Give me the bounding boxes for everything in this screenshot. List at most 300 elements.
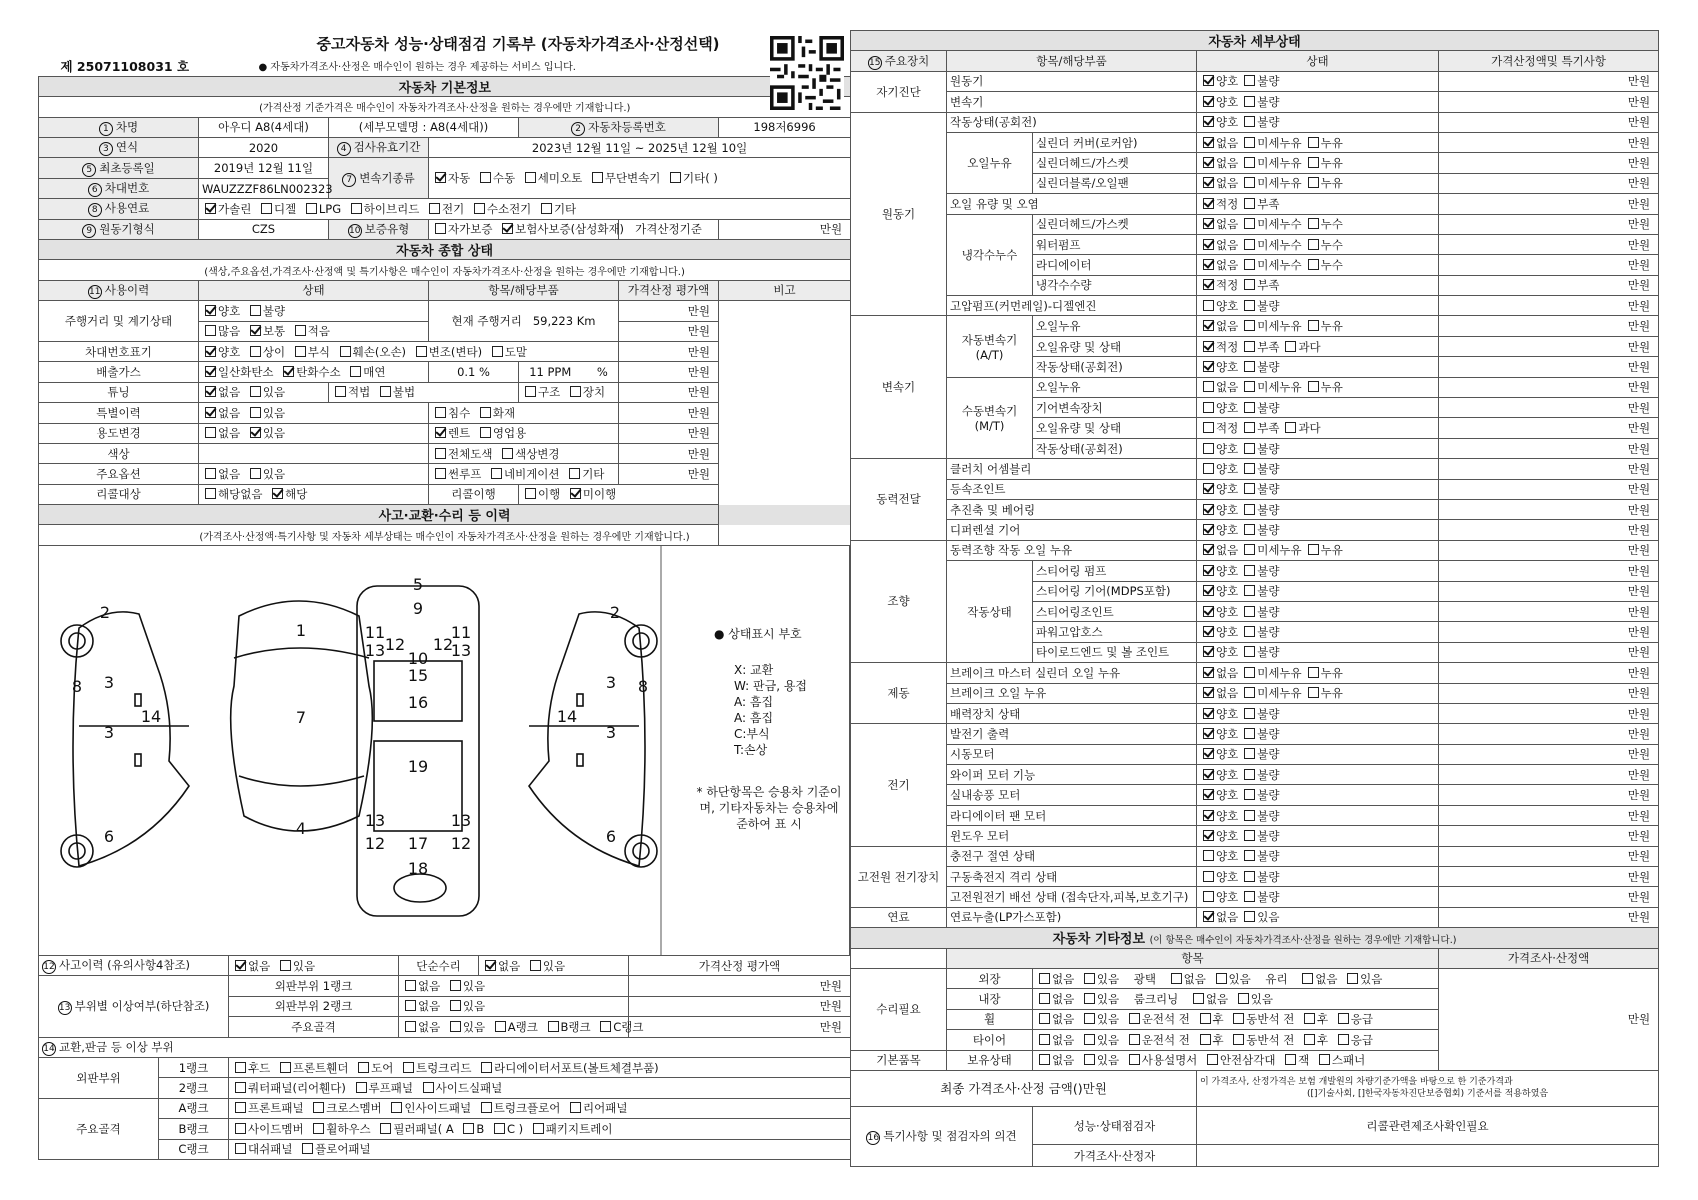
detail-option-checkbox[interactable] xyxy=(1203,810,1214,821)
fuel-hydrogen-checkbox[interactable] xyxy=(474,203,485,214)
detail-state xyxy=(1197,377,1439,397)
wheel-passenger-rear-checkbox[interactable] xyxy=(1304,1013,1315,1024)
tuning-device-checkbox[interactable] xyxy=(570,386,581,397)
purpose-yes-checkbox[interactable] xyxy=(250,427,261,438)
mileage-amount-unit: 만원 xyxy=(619,321,719,341)
ra-cross-member-checkbox[interactable] xyxy=(313,1102,324,1113)
ra-rear-panel-checkbox[interactable] xyxy=(570,1102,581,1113)
tuning-structure-checkbox[interactable] xyxy=(525,386,536,397)
detail-option-checkbox[interactable] xyxy=(1244,361,1255,372)
detail-option xyxy=(1241,787,1279,803)
frame-b-checkbox[interactable] xyxy=(548,1021,559,1032)
color-change-checkbox[interactable] xyxy=(502,448,513,459)
wheel-yes-checkbox[interactable] xyxy=(1084,1013,1095,1024)
ra-label: A랭크 xyxy=(159,1098,229,1118)
detail-option-checkbox[interactable] xyxy=(1203,708,1214,719)
detail-option xyxy=(1241,237,1301,253)
detail-option-checkbox[interactable] xyxy=(1203,850,1214,861)
r1-fender-checkbox[interactable] xyxy=(280,1062,291,1073)
history-yes-checkbox[interactable] xyxy=(280,960,291,971)
r1-hood-checkbox[interactable] xyxy=(235,1062,246,1073)
detail-group-label: 자기진단 xyxy=(851,71,947,112)
svg-text:2: 2 xyxy=(609,603,621,622)
svg-text:11: 11 xyxy=(364,623,386,642)
option-other-checkbox[interactable] xyxy=(569,468,580,479)
detail-option-checkbox[interactable] xyxy=(1203,504,1214,515)
detail-option-checkbox[interactable] xyxy=(1244,320,1255,331)
detail-state xyxy=(1197,214,1439,234)
detail-group-label: 고전원 전기장치 xyxy=(851,846,947,907)
detail-option-checkbox[interactable] xyxy=(1203,116,1214,127)
plate-damage-checkbox[interactable] xyxy=(340,346,351,357)
detail-option-checkbox[interactable] xyxy=(1308,137,1319,148)
emission-hc-checkbox[interactable] xyxy=(283,366,294,377)
rank2-unit: 만원 xyxy=(629,996,851,1016)
detail-option-checkbox[interactable] xyxy=(1203,585,1214,596)
detail-price: 만원 xyxy=(1439,744,1659,764)
detail-option-checkbox[interactable] xyxy=(1244,463,1255,474)
detail-option xyxy=(1200,73,1238,89)
detail-item: 원동기 xyxy=(947,71,1197,91)
tuning-none-checkbox[interactable] xyxy=(205,386,216,397)
detail-option-checkbox[interactable] xyxy=(1203,524,1214,535)
room-yes-checkbox[interactable] xyxy=(1238,993,1249,1004)
detail-option-checkbox[interactable] xyxy=(1244,96,1255,107)
detail-price: 만원 xyxy=(1439,867,1659,887)
detail-option-checkbox[interactable] xyxy=(1244,157,1255,168)
detail-row xyxy=(851,744,1659,764)
detail-option xyxy=(1200,114,1238,130)
simple-none-checkbox[interactable] xyxy=(485,960,496,971)
detail-option-checkbox[interactable] xyxy=(1244,687,1255,698)
special-yes-checkbox[interactable] xyxy=(250,407,261,418)
detail-option-checkbox[interactable] xyxy=(1244,585,1255,596)
tuning-yes-checkbox[interactable] xyxy=(250,386,261,397)
detail-state xyxy=(1197,683,1439,703)
detail-option-checkbox[interactable] xyxy=(1244,239,1255,250)
detail-price: 만원 xyxy=(1439,683,1659,703)
detail-row xyxy=(851,71,1659,91)
r1-label: 1랭크 xyxy=(159,1057,229,1077)
recall-done-checkbox[interactable] xyxy=(525,488,536,499)
detail-option xyxy=(1200,889,1238,905)
detail-option-checkbox[interactable] xyxy=(1203,137,1214,148)
detail-option-checkbox[interactable] xyxy=(1244,483,1255,494)
detail-item: 파워고압호스 xyxy=(1033,622,1197,642)
simple-yes-checkbox[interactable] xyxy=(530,960,541,971)
plate-diff-checkbox[interactable] xyxy=(250,346,261,357)
mileage-good-checkbox[interactable] xyxy=(205,305,216,316)
ra-front-panel-checkbox[interactable] xyxy=(235,1102,246,1113)
rb-wheelhouse-checkbox[interactable] xyxy=(313,1123,324,1134)
detail-option-checkbox[interactable] xyxy=(1203,259,1214,270)
detail-option xyxy=(1241,277,1279,293)
frame-a-checkbox[interactable] xyxy=(495,1021,506,1032)
purpose-none-checkbox[interactable] xyxy=(205,427,216,438)
detail-option-checkbox[interactable] xyxy=(1244,626,1255,637)
glass-none-checkbox[interactable] xyxy=(1302,973,1313,984)
car-name-label: 1 차명 xyxy=(39,117,199,137)
plate-rust-checkbox[interactable] xyxy=(295,346,306,357)
gloss-yes-checkbox[interactable] xyxy=(1216,973,1227,984)
detail-option-checkbox[interactable] xyxy=(1203,646,1214,657)
tuning-legal-checkbox[interactable] xyxy=(335,386,346,397)
car-name-value: 아우디 A8(4세대) xyxy=(199,117,329,137)
detail-option-checkbox[interactable] xyxy=(1203,789,1214,800)
qr-code-icon xyxy=(770,36,844,110)
svg-text:3: 3 xyxy=(103,673,115,692)
detail-option-checkbox[interactable] xyxy=(1308,320,1319,331)
detail-option-label: 양호 xyxy=(1216,115,1239,130)
r2-quarter-checkbox[interactable] xyxy=(235,1082,246,1093)
detail-option-checkbox[interactable] xyxy=(1203,239,1214,250)
exterior-none-checkbox[interactable] xyxy=(1039,973,1050,984)
wheel-driver-rear-checkbox[interactable] xyxy=(1200,1013,1211,1024)
detail-option-label: 있음 xyxy=(1257,910,1280,925)
mileage-bad-checkbox[interactable] xyxy=(250,305,261,316)
plate-altered-checkbox[interactable] xyxy=(416,346,427,357)
appraiser-label: 가격조사·산정자 xyxy=(1033,1145,1197,1167)
detail-option-checkbox[interactable] xyxy=(1308,157,1319,168)
frame-c-checkbox[interactable] xyxy=(600,1021,611,1032)
detail-option-label: 불량 xyxy=(1257,584,1280,599)
detail-option xyxy=(1241,94,1279,110)
wheel-spare-checkbox[interactable] xyxy=(1338,1013,1349,1024)
rank1-none-checkbox[interactable] xyxy=(405,980,416,991)
detail-option xyxy=(1305,216,1343,232)
detail-option-checkbox[interactable] xyxy=(1244,259,1255,270)
own-spanner-checkbox[interactable] xyxy=(1319,1054,1330,1065)
detail-price: 만원 xyxy=(1439,805,1659,825)
detail-option xyxy=(1200,420,1238,436)
detail-option-checkbox[interactable] xyxy=(1203,891,1214,902)
detail-option xyxy=(1241,828,1279,844)
recall-notdone-checkbox[interactable] xyxy=(570,488,581,499)
special-none-checkbox[interactable] xyxy=(205,407,216,418)
interior-row: 없음 있음 룸크리닝 없음 있음 xyxy=(1033,989,1439,1009)
detail-option-checkbox[interactable] xyxy=(1203,443,1214,454)
detail-option-checkbox[interactable] xyxy=(1285,422,1296,433)
plate-options: 양호 상이 부식 훼손(오손) 변조(변타) 도말 xyxy=(199,341,619,361)
option-sunroof-checkbox[interactable] xyxy=(435,468,446,479)
detail-option-checkbox[interactable] xyxy=(1203,830,1214,841)
trans-semi-checkbox[interactable] xyxy=(525,172,536,183)
glass-yes-checkbox[interactable] xyxy=(1347,973,1358,984)
detail-row xyxy=(851,92,1659,112)
special-unit: 만원 xyxy=(619,403,719,423)
tire-passenger-front-checkbox[interactable] xyxy=(1233,1034,1244,1045)
detail-option-checkbox[interactable] xyxy=(1203,75,1214,86)
rb-pillar-checkbox[interactable] xyxy=(380,1123,391,1134)
detail-option-label: 없음 xyxy=(1216,156,1239,171)
detail-price: 만원 xyxy=(1439,132,1659,152)
trans-other-checkbox[interactable] xyxy=(670,172,681,183)
warranty-insurer-checkbox[interactable] xyxy=(502,223,513,234)
trans-auto-checkbox[interactable] xyxy=(435,172,446,183)
r2-roof-checkbox[interactable] xyxy=(356,1082,367,1093)
trans-manual-checkbox[interactable] xyxy=(480,172,491,183)
detail-option-checkbox[interactable] xyxy=(1244,728,1255,739)
warranty-self-checkbox[interactable] xyxy=(435,223,446,234)
ra-inside-panel-checkbox[interactable] xyxy=(391,1102,402,1113)
plate-smear-checkbox[interactable] xyxy=(492,346,503,357)
gloss-none-checkbox[interactable] xyxy=(1171,973,1182,984)
detail-option-checkbox[interactable] xyxy=(1244,789,1255,800)
detail-option-checkbox[interactable] xyxy=(1203,911,1214,922)
option-nav-checkbox[interactable] xyxy=(491,468,502,479)
detail-option-checkbox[interactable] xyxy=(1244,871,1255,882)
own-none-checkbox[interactable] xyxy=(1039,1054,1050,1065)
detail-option-checkbox[interactable] xyxy=(1308,687,1319,698)
detail-option-checkbox[interactable] xyxy=(1308,239,1319,250)
tire-yes-checkbox[interactable] xyxy=(1084,1034,1095,1045)
detail-option-checkbox[interactable] xyxy=(1244,769,1255,780)
fuel-electric-checkbox[interactable] xyxy=(429,203,440,214)
detail-option-checkbox[interactable] xyxy=(1203,565,1214,576)
detail-price: 만원 xyxy=(1439,418,1659,438)
rb-pillar-c-checkbox[interactable] xyxy=(494,1123,505,1134)
price-header: 가격산정 평가액 xyxy=(619,280,719,300)
detail-option-checkbox[interactable] xyxy=(1244,748,1255,759)
fuel-other-checkbox[interactable] xyxy=(541,203,552,214)
detail-option-checkbox[interactable] xyxy=(1203,300,1214,311)
detail-option-checkbox[interactable] xyxy=(1244,606,1255,617)
detail-option-checkbox[interactable] xyxy=(1203,769,1214,780)
tire-driver-front-checkbox[interactable] xyxy=(1129,1034,1140,1045)
detail-option-checkbox[interactable] xyxy=(1203,177,1214,188)
detail-option-checkbox[interactable] xyxy=(1203,463,1214,474)
rank1-unit: 만원 xyxy=(629,976,851,996)
detail-option-checkbox[interactable] xyxy=(1203,667,1214,678)
detail-option-label: 불량 xyxy=(1257,706,1280,721)
detail-option-checkbox[interactable] xyxy=(1244,830,1255,841)
detail-option-checkbox[interactable] xyxy=(1244,565,1255,576)
ra-trunk-floor-checkbox[interactable] xyxy=(481,1102,492,1113)
year-value: 2020 xyxy=(199,138,329,158)
detail-option-checkbox[interactable] xyxy=(1203,279,1214,290)
special-flood-checkbox[interactable] xyxy=(435,407,446,418)
r2-sidesill-checkbox[interactable] xyxy=(423,1082,434,1093)
rank1-yes-checkbox[interactable] xyxy=(450,980,461,991)
detail-option-checkbox[interactable] xyxy=(1244,850,1255,861)
plate-label: 차대번호표기 xyxy=(39,341,199,361)
tuning-illegal-checkbox[interactable] xyxy=(380,386,391,397)
detail-option-label: 불량 xyxy=(1257,94,1280,109)
detail-option-checkbox[interactable] xyxy=(1285,341,1296,352)
emission-smoke-checkbox[interactable] xyxy=(350,366,361,377)
detail-option-checkbox[interactable] xyxy=(1244,300,1255,311)
detail-item: 충전구 절연 상태 xyxy=(947,846,1197,866)
detail-option-checkbox[interactable] xyxy=(1203,218,1214,229)
wheel-passenger-front-checkbox[interactable] xyxy=(1233,1013,1244,1024)
detail-option-checkbox[interactable] xyxy=(1308,218,1319,229)
fuel-gasoline-checkbox[interactable] xyxy=(205,203,216,214)
detail-state xyxy=(1197,642,1439,662)
detail-option-checkbox[interactable] xyxy=(1244,341,1255,352)
tire-none-checkbox[interactable] xyxy=(1039,1034,1050,1045)
detail-option-checkbox[interactable] xyxy=(1203,687,1214,698)
detail-item: 구동축전지 격리 상태 xyxy=(947,867,1197,887)
detail-option-checkbox[interactable] xyxy=(1244,279,1255,290)
legend-title: ● 상태표시 부호 xyxy=(714,627,802,641)
wheel-none-checkbox[interactable] xyxy=(1039,1013,1050,1024)
detail-option-label: 미세누수 xyxy=(1257,237,1302,252)
detail-option-checkbox[interactable] xyxy=(1244,402,1255,413)
detail-option-checkbox[interactable] xyxy=(1203,381,1214,392)
special-fire-checkbox[interactable] xyxy=(480,407,491,418)
detail-option-checkbox[interactable] xyxy=(1244,116,1255,127)
frame-none-checkbox[interactable] xyxy=(405,1021,416,1032)
tire-spare-checkbox[interactable] xyxy=(1338,1034,1349,1045)
rc-floor-panel-checkbox[interactable] xyxy=(302,1143,313,1154)
tuning-unit: 만원 xyxy=(619,382,719,402)
detail-option xyxy=(1241,481,1279,497)
trans-cvt-checkbox[interactable] xyxy=(592,172,603,183)
detail-option xyxy=(1305,318,1343,334)
detail-row xyxy=(851,296,1659,316)
detail-option-checkbox[interactable] xyxy=(1244,381,1255,392)
legend-weld: W: 판금, 용접 xyxy=(734,679,808,693)
detail-price: 만원 xyxy=(1439,459,1659,479)
detail-option-checkbox[interactable] xyxy=(1308,667,1319,678)
own-jack-checkbox[interactable] xyxy=(1285,1054,1296,1065)
detail-option-checkbox[interactable] xyxy=(1203,157,1214,168)
own-triangle-checkbox[interactable] xyxy=(1207,1054,1218,1065)
option-none-checkbox[interactable] xyxy=(205,468,216,479)
detail-option-checkbox[interactable] xyxy=(1203,871,1214,882)
recall-none-checkbox[interactable] xyxy=(205,488,216,499)
engine-value: CZS xyxy=(199,219,329,239)
detail-option-checkbox[interactable] xyxy=(1244,177,1255,188)
fuel-hybrid-checkbox[interactable] xyxy=(351,203,362,214)
plate-good-checkbox[interactable] xyxy=(205,346,216,357)
detail-option xyxy=(1241,196,1279,212)
detail-option-checkbox[interactable] xyxy=(1244,137,1255,148)
detail-option-checkbox[interactable] xyxy=(1308,381,1319,392)
own-manual-checkbox[interactable] xyxy=(1129,1054,1140,1065)
detail-option-label: 양호 xyxy=(1216,298,1239,313)
detail-option xyxy=(1200,624,1238,640)
detail-option-checkbox[interactable] xyxy=(1308,177,1319,188)
detail-option-label: 없음 xyxy=(1216,319,1239,334)
mileage-high-checkbox[interactable] xyxy=(205,325,216,336)
detail-row xyxy=(851,867,1659,887)
color-repaint-checkbox[interactable] xyxy=(435,448,446,459)
rb-package-tray-checkbox[interactable] xyxy=(533,1123,544,1134)
detail-option-label: 없음 xyxy=(1216,237,1239,252)
detail-option-checkbox[interactable] xyxy=(1203,728,1214,739)
detail-option-checkbox[interactable] xyxy=(1203,96,1214,107)
recall-yes-checkbox[interactable] xyxy=(272,488,283,499)
wheel-driver-front-checkbox[interactable] xyxy=(1129,1013,1140,1024)
detail-option xyxy=(1241,155,1301,171)
detail-option-checkbox[interactable] xyxy=(1244,504,1255,515)
detail-option-checkbox[interactable] xyxy=(1203,544,1214,555)
own-yes-checkbox[interactable] xyxy=(1084,1054,1095,1065)
detail-option-checkbox[interactable] xyxy=(1244,646,1255,657)
interior-none-checkbox[interactable] xyxy=(1039,993,1050,1004)
color-state xyxy=(199,443,429,463)
rank2-none-checkbox[interactable] xyxy=(405,1000,416,1011)
detail-option-checkbox[interactable] xyxy=(1244,443,1255,454)
detail-option-checkbox[interactable] xyxy=(1203,320,1214,331)
detail-option-checkbox[interactable] xyxy=(1244,810,1255,821)
detail-option-checkbox[interactable] xyxy=(1244,891,1255,902)
detail-item: 스티어링 기어(MDPS포함) xyxy=(1033,581,1197,601)
detail-option-checkbox[interactable] xyxy=(1244,524,1255,535)
r1-trunk-checkbox[interactable] xyxy=(403,1062,414,1073)
interior-yes-checkbox[interactable] xyxy=(1084,993,1095,1004)
detail-state xyxy=(1197,826,1439,846)
final-note-line-2: ([]기술사회, []한국자동차진단보증협회) 기준서를 적용하였음 xyxy=(1306,1089,1549,1100)
detail-option-label: 미세누유 xyxy=(1257,380,1302,395)
detail-option-checkbox[interactable] xyxy=(1203,626,1214,637)
mileage-low-checkbox[interactable] xyxy=(295,325,306,336)
rc-dash-panel-checkbox[interactable] xyxy=(235,1143,246,1154)
tire-driver-rear-checkbox[interactable] xyxy=(1200,1034,1211,1045)
detail-option xyxy=(1241,604,1279,620)
detail-option-checkbox[interactable] xyxy=(1244,198,1255,209)
detail-option-checkbox[interactable] xyxy=(1203,361,1214,372)
option-type-options: 썬루프 네비게이션 기타 xyxy=(429,464,619,484)
glass-label: 유리 xyxy=(1265,971,1288,986)
detail-price: 만원 xyxy=(1439,846,1659,866)
detail-option-label: 불량 xyxy=(1257,441,1280,456)
detail-option-checkbox[interactable] xyxy=(1203,483,1214,494)
detail-option xyxy=(1241,400,1279,416)
fuel-lpg-checkbox[interactable] xyxy=(306,203,317,214)
detail-option-checkbox[interactable] xyxy=(1203,402,1214,413)
detail-option-checkbox[interactable] xyxy=(1203,341,1214,352)
detail-option-checkbox[interactable] xyxy=(1244,667,1255,678)
detail-option-checkbox[interactable] xyxy=(1244,911,1255,922)
detail-option-checkbox[interactable] xyxy=(1203,198,1214,209)
room-none-checkbox[interactable] xyxy=(1193,993,1204,1004)
detail-option-checkbox[interactable] xyxy=(1244,544,1255,555)
detail-option-checkbox[interactable] xyxy=(1203,748,1214,759)
detail-option-label: 양호 xyxy=(1216,828,1239,843)
detail-option-checkbox[interactable] xyxy=(1244,708,1255,719)
detail-option-checkbox[interactable] xyxy=(1308,544,1319,555)
fuel-diesel-checkbox[interactable] xyxy=(261,203,272,214)
emission-hc-value: 11 PPM % xyxy=(519,362,619,382)
rb-pillar-b-checkbox[interactable] xyxy=(463,1123,474,1134)
detail-option xyxy=(1305,257,1343,273)
frame-yes-checkbox[interactable] xyxy=(450,1021,461,1032)
rank2-yes-checkbox[interactable] xyxy=(450,1000,461,1011)
detail-option-checkbox[interactable] xyxy=(1244,422,1255,433)
r1-radiator-support-checkbox[interactable] xyxy=(481,1062,492,1073)
detail-option xyxy=(1305,665,1343,681)
r1-door-checkbox[interactable] xyxy=(358,1062,369,1073)
purpose-rent-checkbox[interactable] xyxy=(435,427,446,438)
tire-passenger-rear-checkbox[interactable] xyxy=(1304,1034,1315,1045)
detail-option-checkbox[interactable] xyxy=(1203,606,1214,617)
detail-option xyxy=(1200,481,1238,497)
mileage-normal-checkbox[interactable] xyxy=(250,325,261,336)
status-legend xyxy=(694,626,844,832)
detail-option-checkbox[interactable] xyxy=(1244,218,1255,229)
purpose-business-checkbox[interactable] xyxy=(480,427,491,438)
emission-co-checkbox[interactable] xyxy=(205,366,216,377)
detail-option-checkbox[interactable] xyxy=(1203,422,1214,433)
exterior-yes-checkbox[interactable] xyxy=(1084,973,1095,984)
option-yes-checkbox[interactable] xyxy=(250,468,261,479)
detail-option-checkbox[interactable] xyxy=(1308,259,1319,270)
rb-side-member-checkbox[interactable] xyxy=(235,1123,246,1134)
history-none-checkbox[interactable] xyxy=(235,960,246,971)
detail-option-checkbox[interactable] xyxy=(1244,75,1255,86)
